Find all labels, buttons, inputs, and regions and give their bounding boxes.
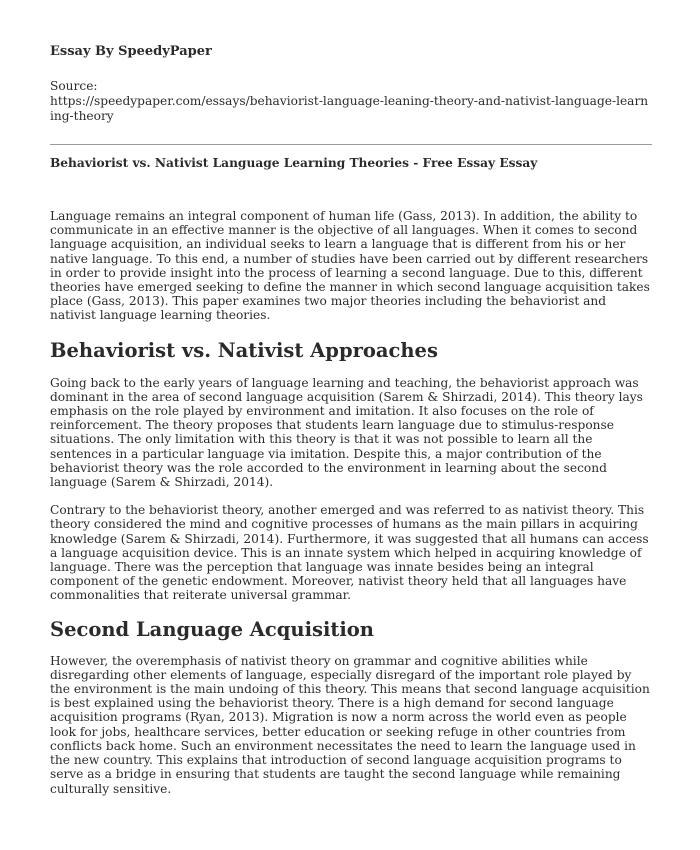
header-divider <box>50 144 652 145</box>
section-paragraph: Going back to the early years of language learning and teaching, the behaviorist approach was dominant in the area of second language acquisition (Sarem & Shirzadi, 2014). This theory lays emphasis on the role played by environment and imitation. It also focuses on the role of reinforcement. The theory proposes that students learn language due to stimulus-response situations. The only limitation with this theory is that it was not possible to learn all the sentences in a particular language via imitation. Despite this, a major contribution of the behaviorist theory was the role accorded to the environment in learning about the second language (Sarem & Shirzadi, 2014). <box>50 375 643 490</box>
source-url: https://speedypaper.com/essays/behaviorist-language-leaning-theory-and-nativist-language-learning-theory <box>50 94 649 123</box>
section-paragraph: Contrary to the behaviorist theory, another emerged and was referred to as nativist theory. This theory considered the mind and cognitive processes of humans as the main pillars in acquiring knowledge (Sarem & Shirzadi, 2014). Furthermore, it was suggested that all humans can access a language acquisition device. This is an innate system which helped in acquiring knowledge of language. There was the perception that language was innate besides being an integral component of the genetic endowment. Moreover, nativist theory held that all languages have commonalities that reiterate universal grammar. <box>50 503 649 603</box>
section-heading-approaches: Behaviorist vs. Nativist Approaches <box>50 338 438 362</box>
section-heading-acquisition: Second Language Acquisition <box>50 617 374 641</box>
section-paragraph: However, the overemphasis of nativist theory on grammar and cognitive abilities while disregarding other elements of language, especially disregard of the important role played by the environment is the main undoing of this theory. This means that second language acquisition is best explained using the behaviorist theory. There is a high demand for second language acquisition programs (Ryan, 2013). Migration is now a norm across the world even as people look for jobs, healthcare services, better education or seeking refuge in other countries from conflicts back home. Such an environment necessitates the need to learn the language used in the new country. This explains that introduction of second language acquisition programs to serve as a bridge in ensuring that students are taught the second language while remaining culturally sensitive. <box>50 653 650 796</box>
brand-title: Essay By SpeedyPaper <box>50 44 212 59</box>
source-label: Source: <box>50 79 98 93</box>
document-title: Behaviorist vs. Nativist Language Learning Theories - Free Essay Essay <box>50 156 538 170</box>
intro-paragraph: Language remains an integral component of human life (Gass, 2013). In addition, the ability to communicate in an effective manner is the objective of all languages. When it comes to second language acquisition, an individual seeks to learn a language that is different from his or her native language. To this end, a number of studies have been carried out by different researchers in order to provide insight into the process of learning a second language. Due to this, different theories have emerged seeking to define the manner in which second language acquisition takes place (Gass, 2013). This paper examines two major theories including the behaviorist and nativist language learning theories. <box>50 209 650 323</box>
document-page <box>50 44 652 796</box>
